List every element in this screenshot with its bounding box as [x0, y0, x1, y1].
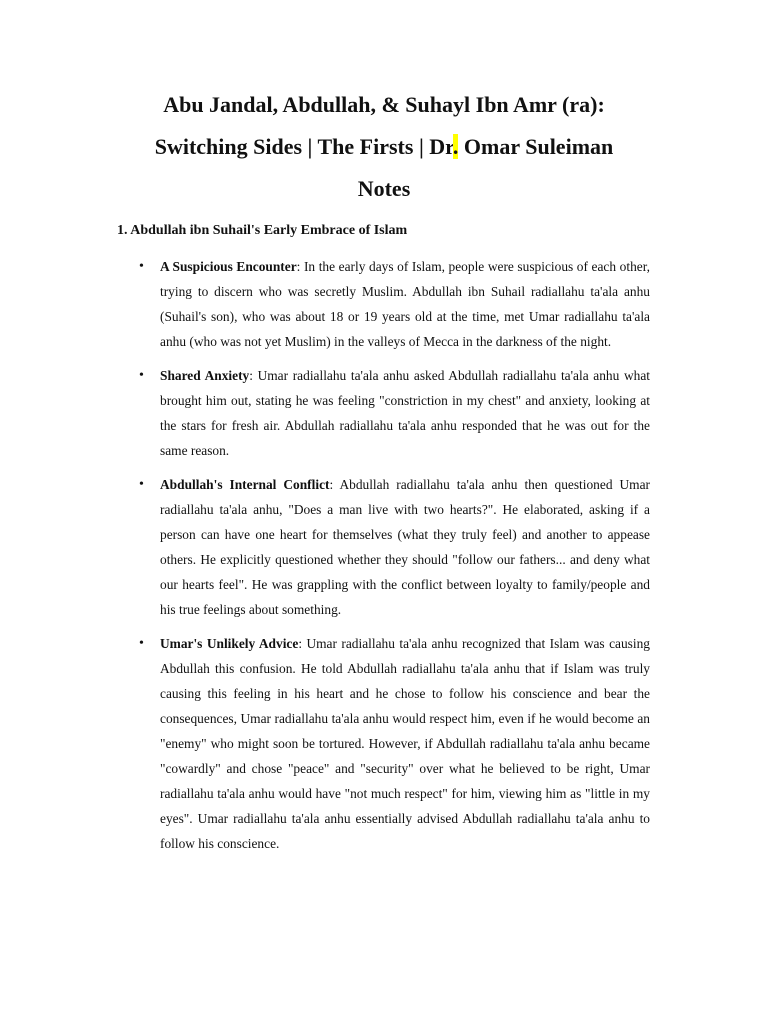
title-line-2-prefix: Switching Sides | The Firsts | Dr [154, 134, 453, 159]
title-line-2 [80, 126, 688, 168]
list-item-lead: A Suspicious Encounter [160, 259, 297, 274]
list-item [160, 472, 650, 622]
list-item [160, 631, 650, 856]
list-item-lead: Shared Anxiety [160, 368, 250, 383]
title-line-1: Abu Jandal, Abdullah, & Suhayl Ibn Amr (ra): [163, 92, 605, 117]
list-item [160, 254, 650, 354]
list-item-text: : Abdullah radiallahu ta'ala anhu then questioned Umar radiallahu ta'ala anhu, "Does a man live with two hearts?". He elaborated, asking if a person can have one heart for themselves (what they truly feel) and another to appease others. He explicitly questioned whether they should "follow our fathers... and deny what our hearts feel". He was grappling with the conflict between loyalty to family/people and his true feelings about something. [160, 477, 650, 617]
title-line-2-suffix: Omar Suleiman [458, 134, 614, 159]
title-line-3: Notes [357, 176, 411, 201]
list-item-text: : Umar radiallahu ta'ala anhu asked Abdullah radiallahu ta'ala anhu what brought him out, stating he was feeling "constriction in my chest" and anxiety, looking at the stars for fresh air. Abdullah radiallahu ta'ala anhu responded that he was out for the same reason. [160, 368, 650, 458]
bullet-list [160, 254, 650, 865]
document-title [80, 84, 688, 210]
title-highlighted-text: . [452, 134, 459, 159]
list-item-lead: Abdullah's Internal Conflict [160, 477, 330, 492]
list-item [160, 363, 650, 463]
list-item-text: : Umar radiallahu ta'ala anhu recognized that Islam was causing Abdullah this confusion. He told Abdullah radiallahu ta'ala anhu that if Islam was truly causing this feeling in his heart and he chose to follow his conscience and bear the consequences, Umar radiallahu ta'ala anhu would respect him, even if he would become an "enemy" who might soon be tortured. However, if Abdullah radiallahu ta'ala anhu became "cowardly" and chose "peace" and "security" over what he believed to be right, Umar radiallahu ta'ala anhu would have "not much respect" for him, viewing him as "little in my eyes". Umar radiallahu ta'ala anhu essentially advised Abdullah radiallahu ta'ala anhu to follow his conscience. [160, 636, 650, 851]
section-heading: 1. Abdullah ibn Suhail's Early Embrace of Islam [117, 223, 408, 238]
list-item-lead: Umar's Unlikely Advice [160, 636, 299, 651]
list-item-text: : In the early days of Islam, people were suspicious of each other, trying to discern who was secretly Muslim. Abdullah ibn Suhail radiallahu ta'ala anhu (Suhail's son), who was about 18 or 19 years old at the time, met Umar radiallahu ta'ala anhu (who was not yet Muslim) in the valleys of Mecca in the darkness of the night. [160, 259, 650, 349]
